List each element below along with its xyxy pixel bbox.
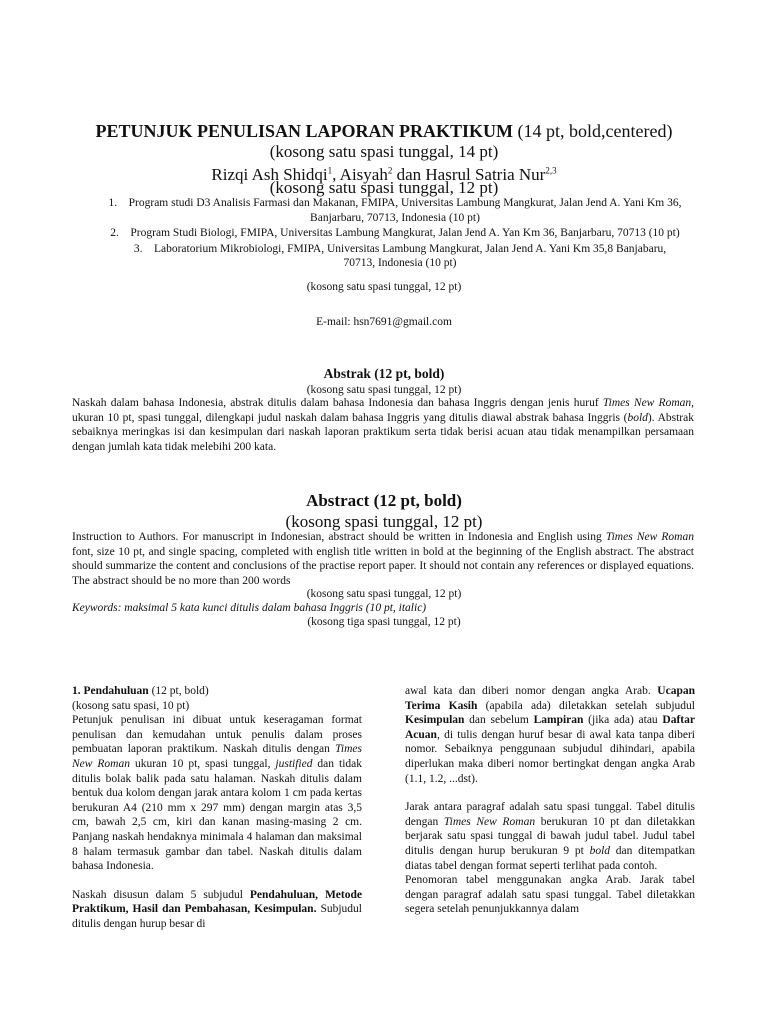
keywords: Keywords: maksimal 5 kata kunci ditulis dalam bahasa Inggris (10 pt, italic) — [72, 602, 427, 614]
left-column — [72, 684, 362, 932]
abstract-spacer-note: (kosong spasi tunggal, 12 pt) — [285, 512, 483, 531]
abstract-spacer-note-2: (kosong satu spasi tunggal, 12 pt) — [306, 588, 462, 600]
right-column — [405, 684, 695, 917]
title-spacer-note: (kosong satu spasi tunggal, 14 pt) — [269, 142, 499, 161]
affiliation-2: 2. Program Studi Biologi, FMIPA, Universitas Lambung Mangkurat, Jalan Jend A. Yan Km 36, Banjarbaru, 70713 (10 pt) — [110, 227, 680, 239]
title-format-note: (14 pt, bold,centered) — [513, 121, 673, 141]
paper-title — [60, 120, 708, 142]
abstrak-body: Naskah dalam bahasa Indonesia, abstrak ditulis dalam bahasa Indonesia dan bahasa Inggris dengan jenis huruf Times New Roman, ukuran 10 pt, spasi tunggal, dilengkapi judul naskah dalam bahasa Inggris yang ditulis diawal abstrak bahasa Inggris (bold). Abstrak sebaiknya meringkas isi dan kesimpulan dari naskah laporan praktikum serta tidak berisi acuan atau tidak menampilkan persamaan dengan jumlah kata tidak melebihi 200 kata. — [72, 397, 695, 453]
abstrak-spacer-note: (kosong satu spasi tunggal, 12 pt) — [306, 384, 462, 396]
contact-email: E-mail: hsn7691@gmail.com — [316, 316, 452, 328]
title-text: PETUNJUK PENULISAN LAPORAN PRAKTIKUM — [95, 121, 514, 141]
author-spacer-note: (kosong satu spasi tunggal, 12 pt) — [269, 178, 499, 197]
section-spacer-note: (kosong satu spasi, 10 pt) — [72, 699, 190, 712]
intro-paragraph-2: Naskah disusun dalam 5 subjudul Pendahuluan, Metode Praktikum, Hasil dan Pembahasan, Kesimpulan. Subjudul ditulis dengan hurup besar di — [72, 888, 362, 930]
author-3: Hasrul Satria Nur$^{2,3}$ — [425, 164, 557, 184]
intro-paragraph-1: Petunjuk penulisan ini dibuat untuk keseragaman format penulisan dan kemudahan untuk penulis dalam proses pembuatan laporan praktikum. Naskah ditulis dengan Times New Roman ukuran 10 pt, spasi tunggal, justified dan tidak ditulis bolak balik pada satu halaman. Naskah ditulis dalam bentuk dua kolom dengan jarak antara kolom 1 cm pada kertas berukuran A4 (210 mm x 297 mm) dengan margin atas 3,5 cm, bawah 2,5 cm, kiri dan kanan masing-masing 2 cm. Panjang naskah hendaknya minimala 4 halaman dan maksimal 8 halam termasuk gambar dan tabel. Naskah ditulis dalam bahasa Indonesia. — [72, 714, 362, 873]
section-heading-pendahuluan: 1. Pendahuluan (12 pt, bold) — [72, 685, 209, 697]
author-2: Aisyah$^2$ dan — [339, 164, 426, 184]
abstract-body: Instruction to Authors. For manuscript in Indonesian, abstract should be written in Indonesia and English using Times New Roman font, size 10 pt, and single spacing, completed with english title written in bold at the beginning of the English abstract. The abstract should summarize the content and conclusions of the practise report paper. It should not contain any references or displayed equations. The abstract should be no more than 200 words — [72, 531, 694, 587]
abstract-spacer-note-3: (kosong tiga spasi tunggal, 12 pt) — [307, 616, 461, 628]
right-paragraph-3: Penomoran tabel menggunakan angka Arab. Jarak tabel dengan paragraf adalah satu spasi tunggal. Tabel diletakkan segera setelah penunjukkannya dalam — [405, 874, 695, 916]
affiliation-3: 3. Laboratorium Mikrobiologi, FMIPA, Universitas Lambung Mangkurat, Jalan Jend A. Yani Km 35,8 Banjabaru, 70713, Indonesia (10 pt) — [133, 242, 667, 269]
affiliation-spacer-note: (kosong satu spasi tunggal, 12 pt) — [306, 281, 462, 293]
affiliation-list — [100, 196, 690, 272]
abstrak-heading: Abstrak (12 pt, bold) — [323, 366, 445, 381]
author-1: Rizqi Ash Shidqi$^1$, — [211, 164, 340, 184]
right-paragraph-2: Jarak antara paragraf adalah satu spasi tunggal. Tabel ditulis dengan Times New Roman berukuran 10 pt dan diletakkan berjarak satu spasi tunggal di bawah judul tabel. Judul tabel ditulis dengan hurup berukuran 9 pt bold dan ditempatkan diatas tabel dengan format seperti terlihat pada contoh. — [405, 801, 696, 872]
affiliation-1: 1. Program studi D3 Analisis Farmasi dan Makanan, FMIPA, Universitas Lambung Mangkurat, Jalan Jend A. Yani Km 36, Banjarbaru, 70713, Indonesia (10 pt) — [108, 197, 682, 224]
right-paragraph-1: awal kata dan diberi nomor dengan angka Arab. Ucapan Terima Kasih (apabila ada) diletakkan setelah subjudul Kesimpulan dan sebelum Lampiran (jika ada) atau Daftar Acuan, di tulis dengan huruf besar di awal kata tanpa diberi nomor. Sebaiknya penggunaan subjudul dihindari, apabila diperlukan maka diberi nomor bertingkat dengan angka Arab (1.1, 1.2, ...dst). — [405, 685, 696, 785]
abstract-heading: Abstract (12 pt, bold) — [306, 491, 462, 510]
